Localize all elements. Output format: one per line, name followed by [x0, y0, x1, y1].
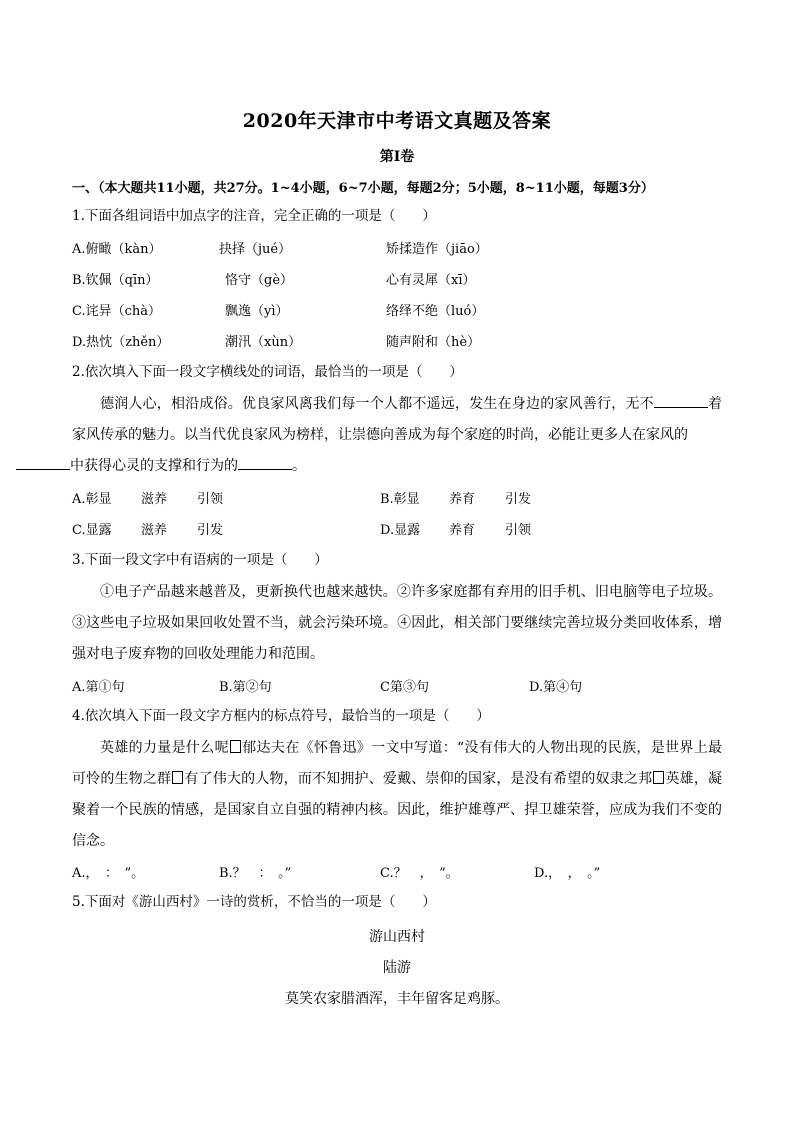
- q4-passage-part1: 英雄的力量是什么呢: [100, 740, 229, 756]
- question-2-stem: 2.依次填入下面一段文字横线处的词语，最恰当的一项是（ ）: [72, 364, 463, 380]
- q1-option-c-2: 飘逸（yì）: [225, 304, 289, 319]
- q2-option-c-1: C.显露: [72, 523, 112, 538]
- q2-passage-part2: 着家风传承的魅力。以当代优良家风为榜样，让崇德向善成为每个家庭的时尚，必能让更多人在家风的: [72, 396, 723, 443]
- q3-option-b: B.第②句: [219, 680, 272, 695]
- document-title: 2020年天津市中考语文真题及答案: [242, 110, 552, 132]
- q3-option-a: A.第①句: [72, 680, 125, 695]
- punctuation-box: [230, 740, 241, 753]
- q2-option-b-3: 引发: [505, 492, 532, 507]
- q1-option-c-3: 络绎不绝（luó）: [386, 304, 485, 319]
- question-3-passage: ①电子产品越来越普及，更新换代也越来越快。②许多家庭都有弃用的旧手机、旧电脑等电子垃圾。③这些电子垃圾如果回收处置不当，就会污染环境。④因此，相关部门要继续完善垃圾分类回收体系，增强对电子废弃物的回收处理能力和范围。: [72, 584, 722, 662]
- q3-option-c: C第③句: [380, 680, 429, 695]
- q3-option-d: D.第④句: [529, 680, 583, 695]
- question-1-stem: 1.下面各组词语中加点字的注音，完全正确的一项是（ ）: [72, 208, 436, 224]
- punctuation-box: [653, 771, 664, 784]
- q4-passage-part3: 有了伟大的人物，而不知拥护、爱戴、崇仰的国家，是没有希望的奴隶之邦: [184, 771, 653, 787]
- q4-passage-part2: 郁达夫在《怀鲁迅》一文中写道：“没有伟大的人物出现的民族，是世界上最可怜的生物之群: [72, 740, 723, 787]
- q4-option-c: C.？ ， ”。: [380, 866, 459, 881]
- question-3-stem: 3.下面一段文字中有语病的一项是（ ）: [72, 552, 328, 568]
- q2-option-a-2: 滋养: [141, 492, 168, 507]
- q2-option-c-3: 引发: [197, 523, 224, 538]
- q2-option-b-1: B.彰显: [380, 492, 420, 507]
- poem-line: 莫笑农家腊酒浑，丰年留客足鸡豚。: [285, 991, 509, 1007]
- q2-passage-part4: 。: [292, 458, 306, 474]
- q2-passage-part1: 德润人心，相沿成俗。优良家风离我们每一个人都不遥远，发生在身边的家风善行，无不: [100, 396, 654, 412]
- q1-option-c-1: C.诧异（chà）: [72, 304, 162, 319]
- q4-option-b: B.？ ： 。”: [219, 866, 292, 881]
- poem-author: 陆游: [383, 960, 411, 976]
- fill-blank: [16, 455, 70, 470]
- q1-option-b-1: B.钦佩（qīn）: [72, 273, 159, 288]
- q2-option-d-2: 养育: [449, 523, 476, 538]
- fill-blank: [654, 393, 708, 408]
- q1-option-a-3: 矫揉造作（jiāo）: [386, 242, 488, 257]
- question-4-stem: 4.依次填入下面一段文字方框内的标点符号，最恰当的一项是（ ）: [72, 708, 490, 724]
- q4-option-d: D.， ， 。”: [534, 866, 601, 881]
- q4-passage-part4: 英雄，凝聚着一个民族的情感，是国家自立自强的精神内核。因此，维护雄尊严、捍卫雄荣誉，应成为我们不变的信念。: [72, 771, 723, 849]
- section-heading: 一、（本大题共11小题，共27分。1~4小题，6~7小题，每题2分；5小题，8~11小题，每题3分）: [72, 181, 654, 196]
- q2-option-a-1: A.彰显: [72, 492, 112, 507]
- question-5-stem: 5.下面对《游山西村》一诗的赏析，不恰当的一项是（ ）: [72, 894, 436, 910]
- q2-passage-part3: 中获得心灵的支撑和行为的: [70, 458, 238, 474]
- volume-heading: 第Ⅰ卷: [379, 149, 415, 165]
- punctuation-box: [172, 771, 183, 784]
- question-2-passage: [72, 389, 722, 482]
- q2-option-d-3: 引领: [505, 523, 532, 538]
- q1-option-a-1: A.俯瞰（kàn）: [72, 242, 162, 257]
- poem-title: 游山西村: [369, 929, 425, 945]
- q2-option-b-2: 养育: [449, 492, 476, 507]
- q2-option-d-1: D.显露: [380, 523, 421, 538]
- q1-option-d-1: D.热忱（zhěn）: [72, 335, 170, 350]
- q1-option-b-2: 恪守（gè）: [225, 273, 294, 288]
- q2-option-a-3: 引领: [197, 492, 224, 507]
- q4-option-a: A.， ： ”。: [72, 866, 145, 881]
- question-4-passage: [72, 733, 722, 857]
- q1-option-d-3: 随声附和（hè）: [386, 335, 481, 350]
- q1-option-d-2: 潮汛（xùn）: [225, 335, 302, 350]
- q1-option-a-2: 抉择（jué）: [219, 242, 292, 257]
- q2-option-c-2: 滋养: [141, 523, 168, 538]
- fill-blank: [238, 455, 292, 470]
- q1-option-b-3: 心有灵犀（xī）: [386, 273, 476, 288]
